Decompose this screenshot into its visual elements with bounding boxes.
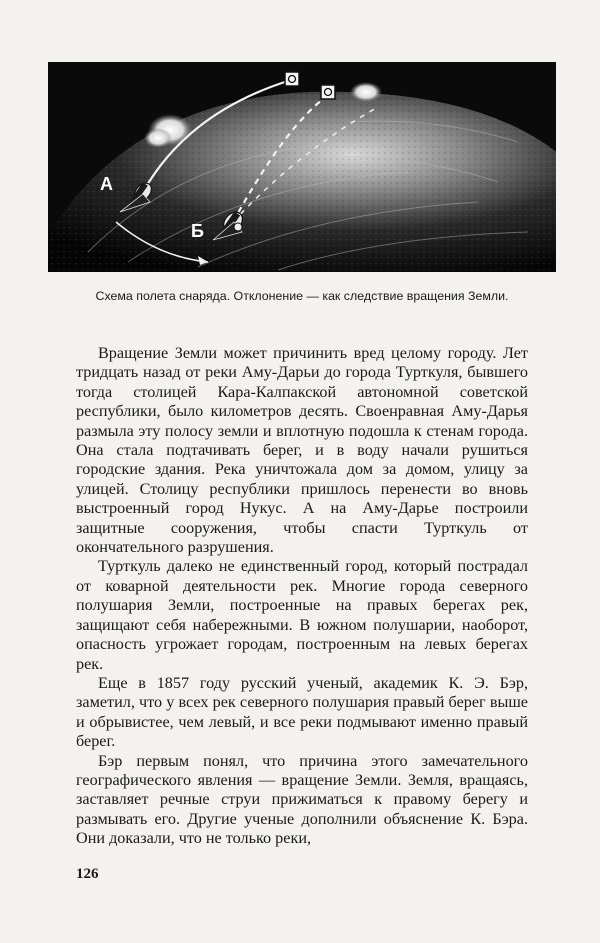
paragraph-3: Еще в 1857 году русский ученый, академик К. Э. Бэр, заметил, что у всех рек северного полушария правый берег выше и обрывистее, чем левый, и все реки подмывают именно правый берег. <box>76 673 528 751</box>
paragraph-1: Вращение Земли может причинить вред целому городу. Лет тридцать назад от реки Аму-Дарьи до города Турткуля, бывшего тогда столицей Кара-Калпакской автономной советской республики, было километров десять. Своенравная Аму-Дарья размыла эту полосу земли и вплотную подошла к стенам города. Она стала подтачивать берег, и в воду начали рушиться городские здания. Река уничтожала дом за домом, улицу за улицей. Столицу республики пришлось перенести во вновь выстроенный город Нукус. А на Аму-Дарье построили защитные сооружения, чтобы спасти Турткуль от окончательного разрушения. <box>76 344 528 557</box>
smoke-puff-right <box>350 82 382 102</box>
paragraph-2: Турткуль далеко не единственный город, который пострадал от коварной деятельности рек. Многие города северного полушария Земли, построенные на правых берегах рек, защищают себя набережными. В южном полушарии, наоборот, опасность угрожает городам, построенным на левых берегах рек. <box>76 557 528 673</box>
page-number: 126 <box>76 866 99 882</box>
body-text <box>76 344 528 849</box>
label-a: А <box>100 174 113 194</box>
illustration-svg <box>48 62 556 272</box>
smoke-puff-left-small <box>144 128 172 148</box>
figure-caption: Схема полета снаряда. Отклонение — как следствие вращения Земли. <box>95 289 509 303</box>
projectile-flight-illustration <box>48 62 556 272</box>
paragraph-4: Бэр первым понял, что причина этого замечательного географического явления — вращение Земли. Земля, вращаясь, заставляет речные струи прижиматься к правому берегу и размывать его. Другие ученые дополнили объяснение К. Бэра. Они доказали, что не только реки, <box>76 751 528 848</box>
label-b: Б <box>191 221 204 241</box>
